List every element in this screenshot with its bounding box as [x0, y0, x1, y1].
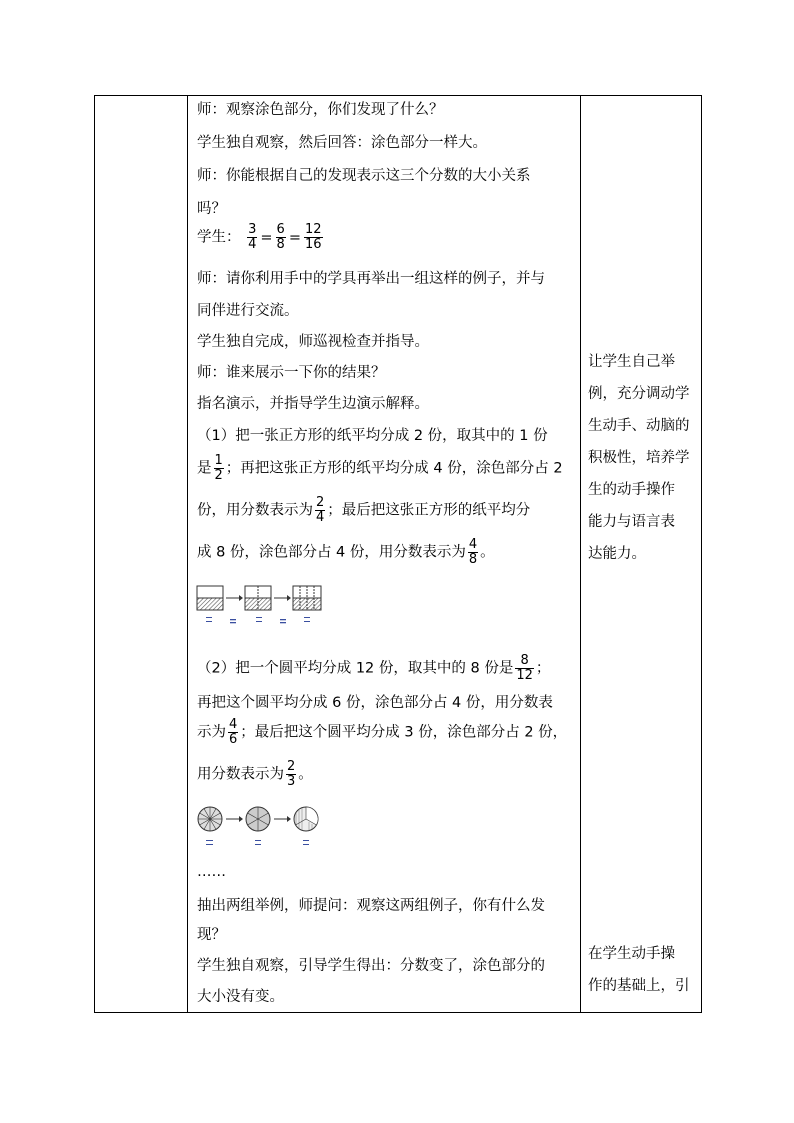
circle-fold-diagram	[196, 804, 336, 854]
text-line: 学生独自观察，然后回答：涂色部分一样大。	[197, 135, 487, 151]
equal-sign: =	[260, 229, 273, 246]
student-label: 学生：	[197, 229, 241, 246]
example-2-line: （2）把一个圆平均分成 12 份，取其中的 8 份是 $\frac{8}{12}$ ；	[197, 653, 551, 683]
fraction-2-3: $\frac{2}{3}$	[287, 759, 296, 789]
text-line: 师：谁来展示一下你的结果？	[197, 365, 386, 381]
text-line: 师：你能根据自己的发现表示这三个分数的大小关系	[197, 168, 531, 184]
circle-sixths	[246, 807, 270, 831]
text-line: 学生独自观察，引导学生得出：分数变了，涂色部分的	[197, 958, 545, 974]
fraction-12-16: $\frac{12}{16}$	[304, 222, 322, 252]
square-eighths	[293, 586, 321, 610]
fraction-3-4: $\frac{3}{4}$	[248, 222, 257, 252]
example-1-line: 是 $\frac{1}{2}$ ；再把这张正方形的纸平均分成 4 份，涂色部分占 2	[197, 453, 563, 483]
circle-thirds	[294, 807, 318, 831]
fraction-8-12: $\frac{8}{12}$	[516, 653, 533, 683]
diagram-caption-fractions	[206, 840, 309, 845]
fraction-4-6: $\frac{4}{6}$	[229, 717, 238, 747]
text-line: 指名演示，并指导学生边演示解释。	[197, 396, 429, 412]
square-half	[197, 586, 223, 610]
fraction-2-4: $\frac{2}{4}$	[316, 495, 325, 525]
teaching-process-cell	[188, 96, 581, 1013]
equal-sign: =	[288, 229, 301, 246]
diagram-caption-fractions	[206, 617, 310, 623]
text-line: 师：请你利用手中的学具再举出一组这样的例子，并与	[197, 271, 545, 287]
example-2-line: 再把这个圆平均分成 6 份，涂色部分占 4 份，用分数表	[197, 695, 553, 711]
example-2-line: 示为 $\frac{4}{6}$ ；最后把这个圆平均分成 3 份，涂色部分占 2 份，	[197, 717, 568, 747]
design-note-1: 让学生自己举 例，充分调动学 生动手、动脑的 积极性，培养学 生的动手操作 能力与语言表 达能力。	[588, 354, 690, 562]
arrow-icon	[274, 595, 291, 601]
text-line: 师：观察涂色部分，你们发现了什么？	[197, 102, 444, 118]
design-note-2: 在学生动手操 作的基础上，引	[588, 946, 690, 994]
example-1-line: 份，用分数表示为 $\frac{2}{4}$ ；最后把这张正方形的纸平均分	[197, 495, 531, 525]
design-intent-cell	[581, 96, 702, 1013]
lesson-plan-table	[94, 95, 702, 1013]
fraction-6-8: $\frac{6}{8}$	[276, 222, 285, 252]
text-line: 现？	[197, 927, 226, 943]
fraction-1-2: $\frac{1}{2}$	[214, 453, 223, 483]
arrow-icon	[274, 816, 291, 822]
arrow-icon	[226, 816, 243, 822]
ellipsis: ……	[197, 864, 226, 880]
text-line: 学生独自完成，师巡视检查并指导。	[197, 334, 429, 350]
text-line: 吗？	[197, 201, 226, 217]
arrow-icon	[226, 595, 243, 601]
text-line: 抽出两组举例，师提问：观察这两组例子，你有什么发	[197, 898, 545, 914]
example-2-line: 用分数表示为 $\frac{2}{3}$ 。	[197, 759, 313, 789]
example-1-line: 成 8 份，涂色部分占 4 份，用分数表示为 $\frac{4}{8}$ 。	[197, 537, 495, 567]
left-column-cell	[95, 96, 188, 1013]
text-line: 同伴进行交流。	[197, 303, 299, 319]
student-answer-line	[197, 223, 325, 252]
text-line: 大小没有变。	[197, 989, 284, 1005]
fraction-4-8: $\frac{4}{8}$	[468, 537, 478, 567]
circle-twelfths	[198, 807, 222, 831]
square-fold-diagram	[196, 584, 336, 632]
example-1-line: （1）把一张正方形的纸平均分成 2 份，取其中的 1 份	[197, 428, 548, 444]
square-quarters	[245, 586, 271, 610]
